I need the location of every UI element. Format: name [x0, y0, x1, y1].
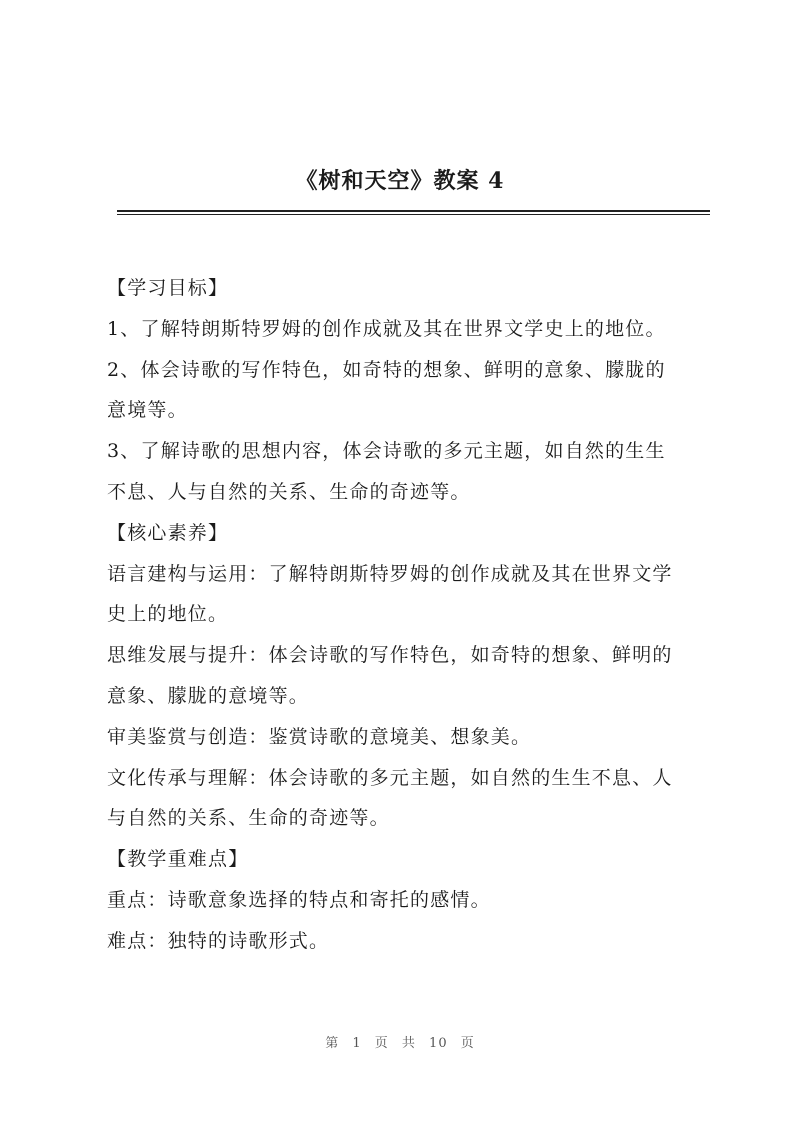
literacy-thinking-continued: 意象、朦胧的意境等。 [107, 684, 310, 707]
goal-item-2: 2、体会诗歌的写作特色，如奇特的想象、鲜明的意象、朦胧的 [107, 358, 666, 381]
literacy-culture-continued: 与自然的关系、生命的奇迹等。 [107, 807, 390, 830]
literacy-thinking: 思维发展与提升：体会诗歌的写作特色，如奇特的想象、鲜明的 [107, 644, 673, 667]
goal-item-1: 1、了解特朗斯特罗姆的创作成就及其在世界文学史上的地位。 [107, 317, 666, 340]
page-title: 《树和天空》教案 4 [295, 168, 505, 194]
document-body [107, 268, 707, 962]
goal-item-3-continued: 不息、人与自然的关系、生命的奇迹等。 [107, 480, 471, 503]
section-heading-core-literacy: 【核心素养】 [107, 521, 229, 544]
goal-item-2-continued: 意境等。 [107, 399, 188, 422]
section-heading-key-points: 【教学重难点】 [107, 848, 249, 871]
goal-item-3: 3、了解诗歌的思想内容，体会诗歌的多元主题，如自然的生生 [107, 440, 666, 463]
section-heading-learning-goals: 【学习目标】 [107, 277, 229, 299]
literacy-language-continued: 史上的地位。 [107, 603, 229, 626]
literacy-culture: 文化传承与理解：体会诗歌的多元主题，如自然的生生不息、人 [107, 766, 673, 789]
difficult-point: 难点：独特的诗歌形式。 [107, 929, 330, 952]
key-point: 重点：诗歌意象选择的特点和寄托的感情。 [107, 888, 491, 911]
title-divider [117, 210, 710, 212]
page-number-footer: 第 1 页 共 10 页 [325, 1036, 475, 1051]
literacy-aesthetics: 审美鉴赏与创造：鉴赏诗歌的意境美、想象美。 [107, 725, 532, 748]
literacy-language: 语言建构与运用：了解特朗斯特罗姆的创作成就及其在世界文学 [107, 562, 673, 585]
